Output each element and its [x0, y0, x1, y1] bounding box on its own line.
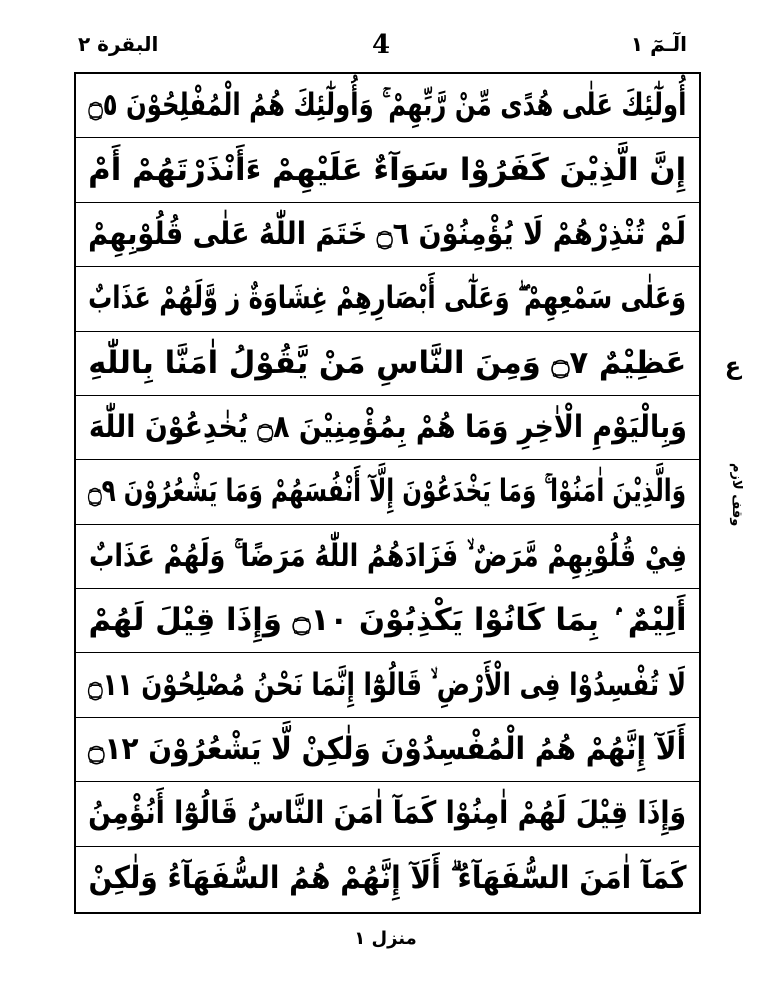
verse-line [76, 525, 699, 589]
verse-line [76, 138, 699, 202]
verse-frame [74, 72, 701, 914]
waqf-note: وقف لازم [729, 463, 744, 527]
verse-line [76, 74, 699, 138]
surah-name: البقرة ٢ [78, 32, 159, 56]
verse-line-text: أَلَآ إِنَّهُمْ هُمُ الْمُفْسِدُوْنَ وَلٰكِنْ لَّا يَشْعُرُوْنَ ۝١٢ [88, 731, 687, 768]
verse-line-text: كَمَآ اٰمَنَ السُّفَهَآءُ ۗ أَلَآ إِنَّهُمْ هُمُ السُّفَهَآءُ وَلٰكِنْ [88, 860, 687, 897]
ruku-mark: ع [724, 352, 742, 380]
verse-line [76, 332, 699, 396]
verse-line-text: لَا تُفْسِدُوْا فِى الْأَرْضِ ۙ قَالُوْٓا إِنَّمَا نَحْنُ مُصْلِحُوْنَ ۝١١ [88, 666, 687, 703]
verse-line [76, 589, 699, 653]
page-header [0, 30, 771, 66]
manzil-footer: منزل ١ [354, 928, 417, 949]
verse-line [76, 718, 699, 782]
verse-line-text: لَمْ تُنْذِرْهُمْ لَا يُؤْمِنُوْنَ ۝٦ خَتَمَ اللّٰهُ عَلٰى قُلُوْبِهِمْ [88, 215, 687, 252]
verse-line-text: وَبِالْيَوْمِ الْاٰخِرِ وَمَا هُمْ بِمُؤْمِنِيْنَ ۝٨ يُخٰدِعُوْنَ اللّٰهَ [88, 409, 687, 446]
verse-line-text: وَالَّذِيْنَ اٰمَنُوْا ۚ وَمَا يَخْدَعُوْنَ إِلَّآ أَنْفُسَهُمْ وَمَا يَشْعُرُوْنَ ۝٩ [88, 473, 687, 510]
verse-line [76, 203, 699, 267]
verse-line-text: أَلِيْمٌ ۢ بِمَا كَانُوْا يَكْذِبُوْنَ ۝١٠ وَإِذَا قِيْلَ لَهُمْ [88, 602, 687, 639]
verse-line [76, 782, 699, 846]
verse-line-text: فِيْ قُلُوْبِهِمْ مَّرَضٌ ۙ فَزَادَهُمُ اللّٰهُ مَرَضًا ۚ وَلَهُمْ عَذَابٌ [88, 537, 687, 574]
verse-line-text: أُولٰٓئِكَ عَلٰى هُدًى مِّنْ رَّبِّهِمْ ۚ وَأُولٰٓئِكَ هُمُ الْمُفْلِحُوْنَ ۝٥ [88, 87, 687, 124]
verse-line [76, 267, 699, 331]
verse-line [76, 847, 699, 911]
verse-line-text: عَظِيْمٌ ۝٧ وَمِنَ النَّاسِ مَنْ يَّقُوْلُ اٰمَنَّا بِاللّٰهِ [88, 344, 687, 381]
verse-line [76, 396, 699, 460]
verse-line [76, 653, 699, 717]
page-number: 4 [372, 30, 391, 60]
verse-line-text: وَعَلٰى سَمْعِهِمْ ۖ وَعَلٰٓى أَبْصَارِهِمْ غِشَاوَةٌ ز وَّلَهُمْ عَذَابٌ [88, 280, 687, 317]
verse-line [76, 460, 699, 524]
verse-line-text: إِنَّ الَّذِيْنَ كَفَرُوْا سَوَآءٌ عَلَيْهِمْ ءَأَنْذَرْتَهُمْ أَمْ [88, 151, 687, 188]
verse-line-text: وَإِذَا قِيْلَ لَهُمْ اٰمِنُوْا كَمَآ اٰمَنَ النَّاسُ قَالُوْٓا أَنُؤْمِنُ [88, 795, 687, 832]
juz-name: الٓـمٓ ١ [630, 32, 687, 56]
